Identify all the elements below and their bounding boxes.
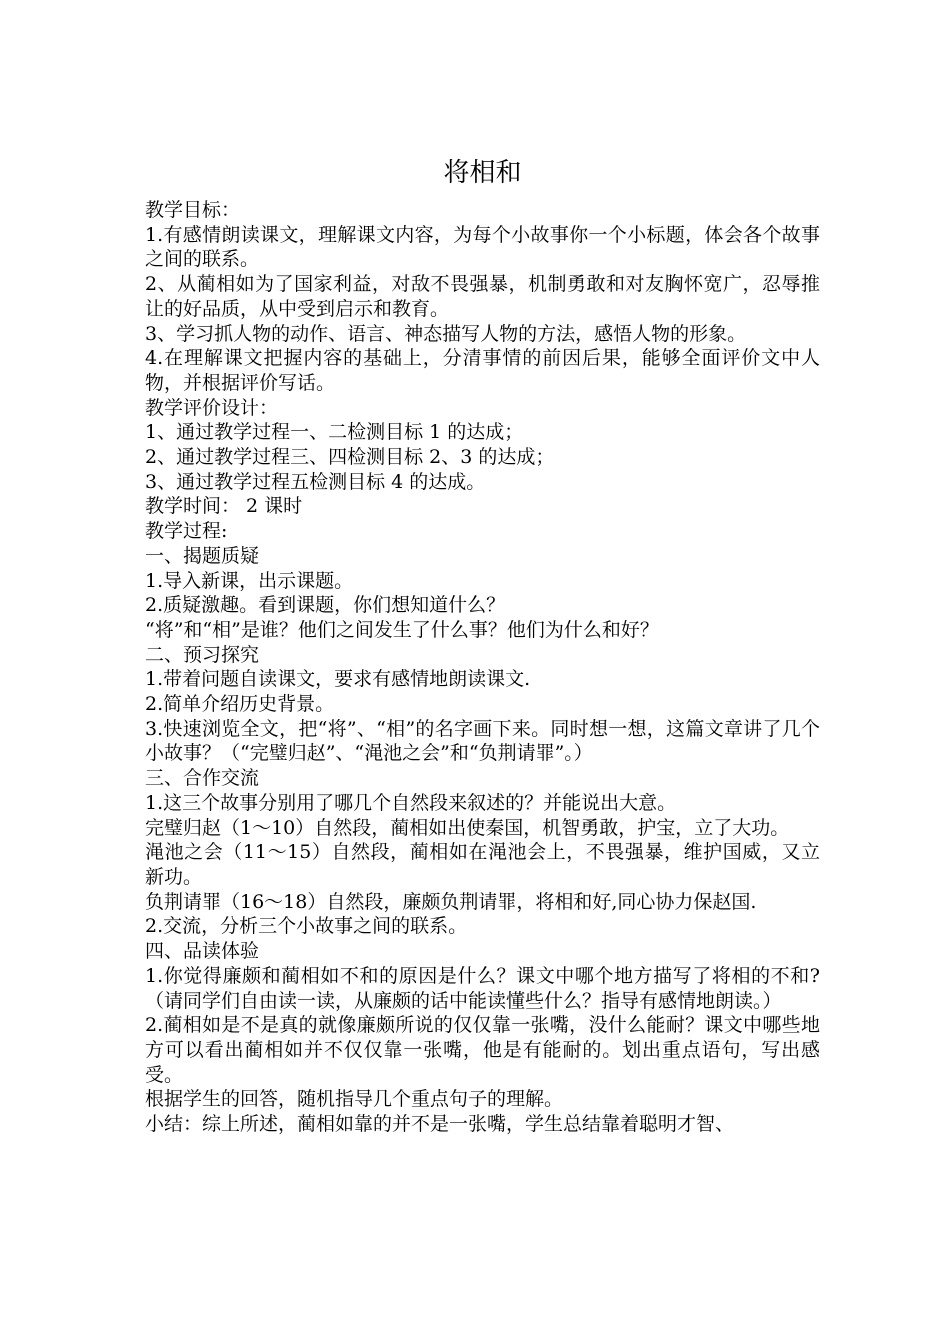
paragraph: 1.这三个故事分别用了哪几个自然段来叙述的？并能说出大意。 (145, 791, 677, 814)
paragraph: 2、从蔺相如为了国家利益，对敌不畏强暴，机制勇敢和对友胸怀宽广，忍辱推让的好品质，从中受到启示和教育。 (145, 273, 820, 320)
paragraph: 4.在理解课文把握内容的基础上，分清事情的前因后果，能够全面评价文中人物，并根据评价写话。 (145, 347, 820, 394)
paragraph: 1.导入新课，出示课题。 (145, 569, 354, 592)
paragraph: 1.你觉得廉颇和蔺相如不和的原因是什么？课文中哪个地方描写了将相的不和?（请同学们自由读一读，从廉颇的话中能读懂些什么？指导有感情地朗读。） (145, 964, 820, 1012)
paragraph: 完璧归赵（1～10）自然段，蔺相如出使秦国，机智勇敢，护宝，立了大功。 (145, 816, 790, 839)
paragraph: 2.质疑激趣。看到课题，你们想知道什么？ (145, 594, 506, 617)
paragraph: 教学评价设计： (145, 396, 279, 419)
paragraph: 2.简单介绍历史背景。 (145, 693, 335, 716)
paragraph: 2、通过教学过程三、四检测目标 2、3 的达成； (145, 446, 555, 469)
document-title: 将相和 (443, 158, 522, 188)
paragraph: 渑池之会（11～15）自然段，蔺相如在渑池会上，不畏强暴，维护国威，又立新功。 (145, 841, 820, 888)
paragraph: 1.有感情朗读课文，理解课文内容，为每个小故事你一个小标题，体会各个故事之间的联系。 (145, 223, 820, 271)
paragraph: 3.快速浏览全文，把“将”、“相”的名字画下来。同时想一想，这篇文章讲了几个小故事？（“完璧归赵”、“渑池之会”和“负荆请罪”。） (145, 717, 820, 765)
paragraph: 负荆请罪（16～18）自然段，廉颇负荆请罪，将相和好,同心协力保赵国. (145, 890, 757, 913)
paragraph: 1、通过教学过程一、二检测目标 1 的达成； (145, 421, 524, 444)
paragraph: 二、预习探究 (145, 643, 260, 666)
paragraph: 3、通过教学过程五检测目标 4 的达成。 (145, 470, 486, 493)
paragraph: “将”和“相”是谁？他们之间发生了什么事？他们为什么和好？ (145, 618, 659, 641)
paragraph: 三、合作交流 (145, 767, 260, 790)
paragraph: 1.带着问题自读课文，要求有感情地朗读课文. (145, 668, 531, 691)
paragraph: 小结：综上所述，蔺相如靠的并不是一张嘴，学生总结靠着聪明才智、 (145, 1113, 735, 1136)
paragraph: 教学过程: (145, 520, 228, 543)
paragraph: 根据学生的回答，随机指导几个重点句子的理解。 (145, 1088, 564, 1111)
paragraph: 教学时间： 2 课时 (145, 495, 303, 518)
document-page (145, 150, 820, 1137)
paragraph: 2.交流，分析三个小故事之间的联系。 (145, 915, 468, 938)
paragraph: 一、揭题质疑 (145, 544, 260, 567)
paragraph: 2.蔺相如是不是真的就像廉颇所说的仅仅靠一张嘴，没什么能耐？课文中哪些地方可以看出蔺相如并不仅仅靠一张嘴，他是有能耐的。划出重点语句，写出感受。 (145, 1014, 820, 1086)
paragraph: 四、品读体验 (145, 940, 260, 963)
paragraph: 教学目标： (145, 199, 241, 221)
paragraph: 3、学习抓人物的动作、语言、神态描写人物的方法，感悟人物的形象。 (145, 322, 747, 345)
